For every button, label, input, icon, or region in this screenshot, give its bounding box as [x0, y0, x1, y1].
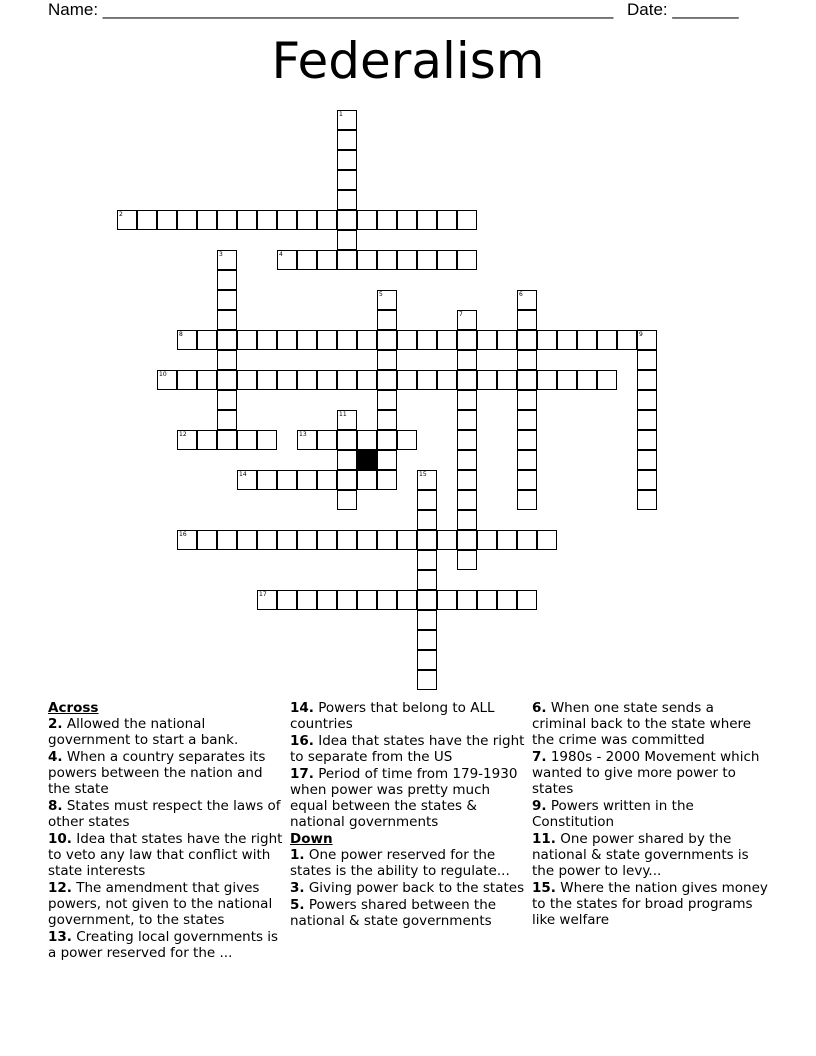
grid-cell[interactable] [637, 490, 657, 510]
grid-cell[interactable] [437, 250, 457, 270]
clue-down-7: 7. 1980s - 2000 Movement which wanted to give more power to states [532, 749, 760, 797]
grid-cell[interactable] [517, 410, 537, 430]
grid-cell[interactable] [457, 590, 477, 610]
grid-cell[interactable] [437, 210, 457, 230]
clue-number: 4 [279, 251, 283, 258]
grid-cell[interactable] [397, 250, 417, 270]
grid-cell[interactable] [257, 470, 277, 490]
clue-across-8: 8. States must respect the laws of other states [48, 798, 281, 830]
clue-across-10: 10. Idea that states have the right to veto any law that conflict with state interests [48, 831, 283, 879]
grid-cell[interactable] [217, 270, 237, 290]
grid-cell[interactable] [377, 390, 397, 410]
grid-cell[interactable] [197, 530, 217, 550]
grid-cell[interactable] [517, 450, 537, 470]
grid-cell[interactable] [377, 350, 397, 370]
grid-cell[interactable] [297, 530, 317, 550]
clue-across-16: 16. Idea that states have the right to separate from the US [290, 733, 525, 765]
grid-cell[interactable] [337, 330, 357, 350]
grid-cell[interactable] [257, 530, 277, 550]
grid-cell[interactable] [337, 530, 357, 550]
grid-cell[interactable] [177, 530, 197, 550]
grid-cell[interactable] [497, 590, 517, 610]
grid-cell[interactable] [437, 370, 457, 390]
grid-cell[interactable] [597, 330, 617, 350]
clue-across-4: 4. When a country separates its powers between the nation and the state [48, 749, 266, 797]
grid-cell[interactable] [437, 330, 457, 350]
clue-down-3: 3. Giving power back to the states [290, 880, 525, 896]
grid-cell[interactable] [517, 330, 537, 350]
clue-across-17: 17. Period of time from 179-1930 when power was pretty much equal between the states & national governments [290, 766, 518, 830]
grid-cell[interactable] [517, 290, 537, 310]
grid-cell[interactable] [637, 330, 657, 350]
clue-down-6: 6. When one state sends a criminal back to the state where the crime was committed [532, 700, 752, 748]
grid-cell[interactable] [297, 330, 317, 350]
grid-cell[interactable] [337, 190, 357, 210]
grid-cell[interactable] [177, 430, 197, 450]
grid-cell[interactable] [277, 250, 297, 270]
grid-cell[interactable] [217, 430, 237, 450]
grid-cell[interactable] [197, 370, 217, 390]
grid-cell[interactable] [457, 530, 477, 550]
grid-cell[interactable] [317, 370, 337, 390]
grid-cell[interactable] [517, 430, 537, 450]
grid-cell[interactable] [317, 590, 337, 610]
grid-cell[interactable] [377, 330, 397, 350]
grid-cell[interactable] [417, 650, 437, 670]
grid-cell[interactable] [357, 590, 377, 610]
across-heading: Across [48, 700, 99, 716]
grid-cell[interactable] [377, 430, 397, 450]
grid-cell[interactable] [397, 210, 417, 230]
clue-number: 10 [159, 371, 167, 378]
grid-cell[interactable] [197, 210, 217, 230]
grid-cell[interactable] [417, 370, 437, 390]
clue-down-5: 5. Powers shared between the national & state governments [290, 897, 497, 929]
grid-cell[interactable] [417, 470, 437, 490]
grid-cell[interactable] [477, 590, 497, 610]
grid-cell[interactable] [637, 390, 657, 410]
grid-cell[interactable] [277, 470, 297, 490]
grid-cell[interactable] [457, 510, 477, 530]
grid-cell[interactable] [497, 530, 517, 550]
grid-cell[interactable] [437, 530, 457, 550]
grid-cell[interactable] [217, 410, 237, 430]
grid-cell[interactable] [517, 310, 537, 330]
clue-number: 12 [179, 431, 187, 438]
grid-cell[interactable] [397, 330, 417, 350]
grid-cell[interactable] [357, 250, 377, 270]
grid-cell[interactable] [317, 250, 337, 270]
grid-cell-blocked [357, 450, 377, 470]
grid-cell[interactable] [317, 470, 337, 490]
grid-cell[interactable] [457, 410, 477, 430]
grid-cell[interactable] [297, 470, 317, 490]
grid-cell[interactable] [257, 590, 277, 610]
clue-number: 7 [459, 311, 463, 318]
clue-down-9: 9. Powers written in the Constitution [532, 798, 694, 830]
name-field-label: Name: ______________________________________________________ [48, 0, 614, 19]
grid-cell[interactable] [257, 370, 277, 390]
grid-cell[interactable] [237, 370, 257, 390]
grid-cell[interactable] [637, 450, 657, 470]
grid-cell[interactable] [217, 210, 237, 230]
grid-cell[interactable] [517, 370, 537, 390]
grid-cell[interactable] [557, 370, 577, 390]
grid-cell[interactable] [297, 250, 317, 270]
grid-cell[interactable] [417, 630, 437, 650]
grid-cell[interactable] [417, 550, 437, 570]
grid-cell[interactable] [417, 670, 437, 690]
grid-cell[interactable] [337, 130, 357, 150]
grid-cell[interactable] [457, 370, 477, 390]
grid-cell[interactable] [317, 530, 337, 550]
grid-cell[interactable] [357, 530, 377, 550]
grid-cell[interactable] [337, 110, 357, 130]
grid-cell[interactable] [197, 430, 217, 450]
grid-cell[interactable] [477, 530, 497, 550]
clue-number: 8 [179, 331, 183, 338]
grid-cell[interactable] [217, 530, 237, 550]
grid-cell[interactable] [217, 330, 237, 350]
grid-cell[interactable] [237, 530, 257, 550]
grid-cell[interactable] [537, 330, 557, 350]
grid-cell[interactable] [357, 470, 377, 490]
grid-cell[interactable] [477, 370, 497, 390]
clue-across-13: 13. Creating local governments is a power reserved for the ... [48, 929, 279, 961]
grid-cell[interactable] [337, 470, 357, 490]
clue-number: 15 [419, 471, 427, 478]
grid-cell[interactable] [337, 210, 357, 230]
grid-cell[interactable] [617, 330, 637, 350]
grid-cell[interactable] [297, 370, 317, 390]
clue-across-2: 2. Allowed the national government to start a bank. [48, 716, 239, 748]
grid-cell[interactable] [337, 450, 357, 470]
date-field-label: Date: _______ [627, 0, 739, 19]
grid-cell[interactable] [637, 470, 657, 490]
grid-cell[interactable] [417, 210, 437, 230]
down-heading: Down [290, 831, 333, 847]
grid-cell[interactable] [417, 610, 437, 630]
grid-cell[interactable] [457, 470, 477, 490]
grid-cell[interactable] [337, 230, 357, 250]
grid-cell[interactable] [217, 290, 237, 310]
grid-cell[interactable] [277, 370, 297, 390]
grid-cell[interactable] [397, 590, 417, 610]
grid-cell[interactable] [517, 390, 537, 410]
grid-cell[interactable] [397, 370, 417, 390]
grid-cell[interactable] [517, 590, 537, 610]
grid-cell[interactable] [457, 210, 477, 230]
grid-cell[interactable] [397, 430, 417, 450]
grid-cell[interactable] [517, 470, 537, 490]
grid-cell[interactable] [437, 590, 457, 610]
clues-column-3 [532, 700, 772, 929]
grid-cell[interactable] [257, 210, 277, 230]
grid-cell[interactable] [177, 330, 197, 350]
grid-cell[interactable] [337, 430, 357, 450]
clue-number: 6 [519, 291, 523, 298]
grid-cell[interactable] [377, 310, 397, 330]
grid-cell[interactable] [297, 430, 317, 450]
grid-cell[interactable] [377, 470, 397, 490]
clue-number: 16 [179, 531, 187, 538]
grid-cell[interactable] [377, 590, 397, 610]
clues-column-2 [290, 700, 530, 930]
clue-number: 5 [379, 291, 383, 298]
grid-cell[interactable] [357, 370, 377, 390]
grid-cell[interactable] [237, 210, 257, 230]
grid-cell[interactable] [317, 330, 337, 350]
grid-cell[interactable] [217, 310, 237, 330]
grid-cell[interactable] [497, 330, 517, 350]
grid-cell[interactable] [457, 310, 477, 330]
grid-cell[interactable] [377, 250, 397, 270]
grid-cell[interactable] [577, 370, 597, 390]
grid-cell[interactable] [177, 370, 197, 390]
grid-cell[interactable] [537, 370, 557, 390]
grid-cell[interactable] [377, 210, 397, 230]
grid-cell[interactable] [397, 530, 417, 550]
grid-cell[interactable] [517, 530, 537, 550]
grid-cell[interactable] [297, 590, 317, 610]
grid-cell[interactable] [417, 530, 437, 550]
grid-cell[interactable] [597, 370, 617, 390]
grid-cell[interactable] [377, 450, 397, 470]
grid-cell[interactable] [537, 530, 557, 550]
grid-cell[interactable] [217, 250, 237, 270]
grid-cell[interactable] [337, 250, 357, 270]
grid-cell[interactable] [497, 370, 517, 390]
clue-number: 1 [339, 111, 343, 118]
grid-cell[interactable] [417, 490, 437, 510]
grid-cell[interactable] [517, 350, 537, 370]
grid-cell[interactable] [277, 530, 297, 550]
grid-cell[interactable] [257, 430, 277, 450]
puzzle-title: Federalism [271, 32, 545, 90]
clue-number: 17 [259, 591, 267, 598]
grid-cell[interactable] [197, 330, 217, 350]
clue-down-15: 15. Where the nation gives money to the states for broad programs like welfare [532, 880, 768, 928]
grid-cell[interactable] [277, 590, 297, 610]
clue-number: 11 [339, 411, 347, 418]
clue-number: 14 [239, 471, 247, 478]
clue-across-12: 12. The amendment that gives powers, not given to the national government, to the states [48, 880, 273, 928]
grid-cell[interactable] [637, 430, 657, 450]
grid-cell[interactable] [417, 510, 437, 530]
grid-cell[interactable] [457, 250, 477, 270]
clue-number: 2 [119, 211, 123, 218]
grid-cell[interactable] [457, 330, 477, 350]
grid-cell[interactable] [237, 430, 257, 450]
grid-cell[interactable] [457, 450, 477, 470]
grid-cell[interactable] [337, 410, 357, 430]
grid-cell[interactable] [457, 390, 477, 410]
grid-cell[interactable] [477, 330, 497, 350]
grid-cell[interactable] [337, 150, 357, 170]
grid-cell[interactable] [457, 350, 477, 370]
grid-cell[interactable] [157, 370, 177, 390]
grid-cell[interactable] [637, 350, 657, 370]
grid-cell[interactable] [177, 210, 197, 230]
clue-number: 13 [299, 431, 307, 438]
grid-cell[interactable] [637, 370, 657, 390]
grid-cell[interactable] [337, 490, 357, 510]
grid-cell[interactable] [137, 210, 157, 230]
grid-cell[interactable] [217, 370, 237, 390]
grid-cell[interactable] [277, 330, 297, 350]
grid-cell[interactable] [217, 350, 237, 370]
grid-cell[interactable] [357, 330, 377, 350]
clues-column-1 [48, 700, 288, 962]
grid-cell[interactable] [337, 370, 357, 390]
grid-cell[interactable] [377, 370, 397, 390]
grid-cell[interactable] [417, 590, 437, 610]
grid-cell[interactable] [317, 430, 337, 450]
grid-cell[interactable] [317, 210, 337, 230]
grid-cell[interactable] [337, 170, 357, 190]
grid-cell[interactable] [297, 210, 317, 230]
grid-cell[interactable] [637, 410, 657, 430]
grid-cell[interactable] [217, 390, 237, 410]
grid-cell[interactable] [357, 210, 377, 230]
grid-cell[interactable] [457, 490, 477, 510]
grid-cell[interactable] [417, 330, 437, 350]
grid-cell[interactable] [257, 330, 277, 350]
grid-cell[interactable] [237, 470, 257, 490]
clue-down-1: 1. One power reserved for the states is the ability to regulate... [290, 847, 510, 879]
grid-cell[interactable] [277, 210, 297, 230]
clue-down-11: 11. One power shared by the national & state governments is the power to levy... [532, 831, 749, 879]
grid-cell[interactable] [237, 330, 257, 350]
clue-number: 3 [219, 251, 223, 258]
grid-cell[interactable] [557, 330, 577, 350]
grid-cell[interactable] [357, 430, 377, 450]
grid-cell[interactable] [417, 570, 437, 590]
clue-across-14: 14. Powers that belong to ALL countries [290, 700, 495, 732]
grid-cell[interactable] [377, 410, 397, 430]
clue-number: 9 [639, 331, 643, 338]
grid-cell[interactable] [457, 550, 477, 570]
grid-cell[interactable] [577, 330, 597, 350]
grid-cell[interactable] [337, 590, 357, 610]
grid-cell[interactable] [457, 430, 477, 450]
grid-cell[interactable] [377, 530, 397, 550]
grid-cell[interactable] [117, 210, 137, 230]
grid-cell[interactable] [417, 250, 437, 270]
grid-cell[interactable] [377, 290, 397, 310]
grid-cell[interactable] [157, 210, 177, 230]
grid-cell[interactable] [517, 490, 537, 510]
